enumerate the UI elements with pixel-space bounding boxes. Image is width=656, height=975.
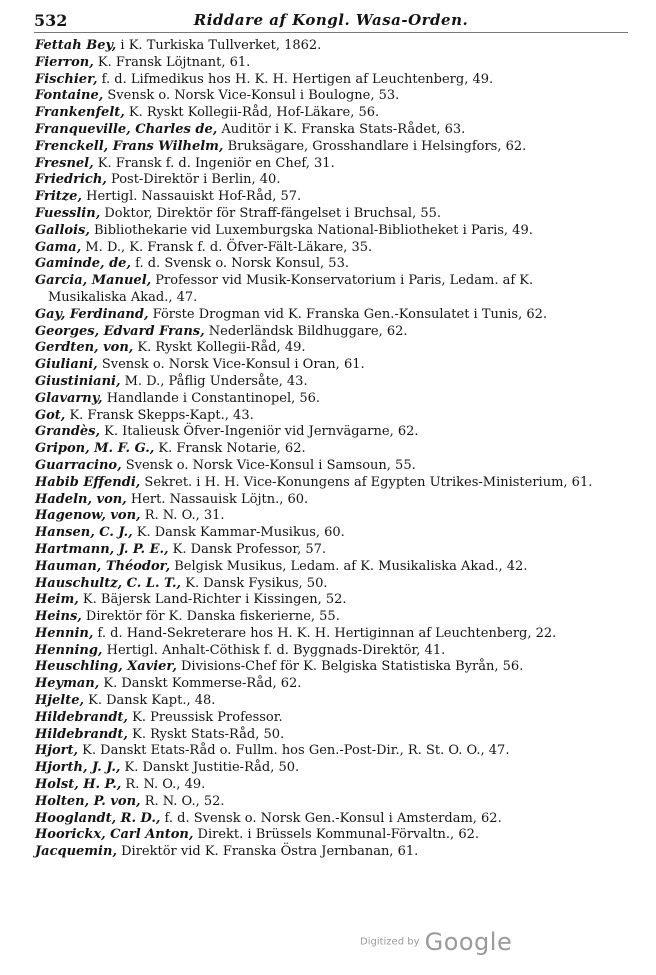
google-logo: Google [424, 928, 513, 956]
entry-description: K. Preussisk Professor. [127, 709, 283, 725]
register-entry [35, 273, 607, 307]
entry-name: Hadeln, von, [35, 491, 127, 507]
entry-description: Svensk o. Norsk Vice-Konsul i Boulogne, 53. [103, 88, 400, 104]
entry-name: Hjelte, [35, 693, 84, 709]
entry-name: Hooglandt, R. D., [35, 810, 161, 826]
register-entry [35, 492, 607, 509]
register-entry [35, 307, 607, 324]
entry-name: Frankenfelt, [35, 105, 125, 121]
entry-description: K. Danskt Kommerse-Råd, 62. [99, 676, 302, 692]
entry-name: Gerdten, von, [35, 340, 134, 356]
entry-description: M. D., K. Fransk f. d. Öfver-Fält-Läkare, 35. [81, 239, 373, 255]
register-entry [35, 609, 607, 626]
entry-description: Hert. Nassauisk Löjtn., 60. [126, 491, 309, 507]
register-entry [35, 72, 607, 89]
register-entry [35, 223, 607, 240]
register-entry [35, 139, 607, 156]
register-entry [35, 55, 607, 72]
register-entry [35, 340, 607, 357]
entry-name: Holst, H. P., [35, 777, 122, 793]
entry-name: Giuliani, [35, 357, 98, 373]
register-entry [35, 408, 607, 425]
entry-name: Gay, Ferdinand, [35, 306, 149, 322]
register-entry [35, 458, 607, 475]
entry-description: f. d. Svensk o. Norsk Konsul, 53. [130, 256, 349, 272]
entry-name: Franqueville, Charles de, [35, 121, 218, 137]
digitized-by-google-watermark [360, 928, 512, 956]
entry-name: Fontaine, [35, 88, 104, 104]
register-entry [35, 256, 607, 273]
entry-description: Svensk o. Norsk Vice-Konsul i Samsoun, 55. [121, 457, 416, 473]
entry-name: Holten, P. von, [35, 793, 141, 809]
register-entry [35, 811, 607, 828]
register-entry [35, 559, 607, 576]
register-entry [35, 38, 607, 55]
entry-name: Fuesslin, [35, 205, 101, 221]
entry-name: Friedrich, [35, 172, 107, 188]
entry-description: K. Danskt Etats-Råd o. Fullm. hos Gen.-Post-Dir., R. St. O. O., 47. [78, 743, 510, 759]
entry-description: Bibliothekarie vid Luxemburgska National-Bibliotheket i Paris, 49. [89, 222, 533, 238]
register-entry [35, 542, 607, 559]
register-entry [35, 576, 607, 593]
entry-name: Hauman, Théodor, [35, 558, 171, 574]
register-entry [35, 424, 607, 441]
entry-name: Habib Effendi, [35, 474, 141, 490]
register-entry [35, 794, 607, 811]
register-entry [35, 508, 607, 525]
entry-description: Direkt. i Brüssels Kommunal-Förvaltn., 62. [193, 827, 479, 843]
page-number: 532 [34, 11, 68, 30]
entry-description: K. Ryskt Kollegii-Råd, Hof-Läkare, 56. [124, 105, 380, 121]
entry-name: Gama, [35, 239, 82, 255]
register-entry [35, 760, 607, 777]
register-entry [35, 693, 607, 710]
entry-description: K. Bäjersk Land-Richter i Kissingen, 52. [78, 592, 347, 608]
entry-description: Post-Direktör i Berlin, 40. [106, 172, 281, 188]
register-entry [35, 122, 607, 139]
entry-name: Heim, [35, 592, 79, 608]
entry-name: Fettah Bey, [35, 38, 117, 53]
entry-name: Heuschling, Xavier, [35, 659, 177, 675]
entry-description: K. Ryskt Stats-Råd, 50. [127, 726, 285, 742]
entry-description: K. Italieusk Öfver-Ingeniör vid Jernvägarne, 62. [100, 424, 419, 440]
entry-description: i K. Turkiska Tullverket, 1862. [116, 38, 322, 53]
entry-name: Frenckell, Frans Wilhelm, [35, 138, 224, 154]
entry-name: Jacquemin, [35, 844, 117, 860]
running-title: Riddare af Kongl. Wasa-Orden. [193, 11, 469, 29]
entry-description: R. N. O., 52. [140, 793, 225, 809]
entry-name: Hjort, [35, 743, 79, 759]
entry-description: f. d. Lifmedikus hos H. K. H. Hertigen af Leuchtenberg, 49. [97, 71, 494, 87]
entry-description: Divisions-Chef för K. Belgiska Statistiska Byrån, 56. [176, 659, 524, 675]
entry-description: Professor vid Musik-Konservatorium i Paris, Ledam. af K. Musikaliska Akad., 47. [48, 273, 534, 305]
entry-name: Fierron, [35, 54, 94, 70]
entry-name: Hartmann, J. P. E., [35, 541, 169, 557]
register-entry [35, 240, 607, 257]
entry-description: K. Dansk Fysikus, 50. [181, 575, 328, 591]
entry-description: K. Fransk Löjtnant, 61. [93, 54, 251, 70]
entry-description: K. Dansk Professor, 57. [168, 541, 327, 557]
entry-name: Heins, [35, 609, 82, 625]
register-entry [35, 659, 607, 676]
register-entry [35, 156, 607, 173]
entry-name: Garcia, Manuel, [35, 273, 152, 289]
entry-description: Belgisk Musikus, Ledam. af K. Musikaliska Akad., 42. [170, 558, 528, 574]
entry-name: Fischier, [35, 71, 98, 87]
entry-description: Hertigl. Nassauiskt Hof-Råd, 57. [81, 189, 302, 205]
entry-description: R. N. O., 49. [121, 777, 206, 793]
register-entry [35, 189, 607, 206]
register-entry [35, 777, 607, 794]
entry-name: Got, [35, 407, 66, 423]
entry-name: Guarracino, [35, 457, 122, 473]
entry-name: Hagenow, von, [35, 508, 141, 524]
entry-name: Hildebrandt, [35, 709, 128, 725]
entry-description: K. Fransk Notarie, 62. [154, 441, 306, 457]
entry-description: K. Danskt Justitie-Råd, 50. [120, 760, 300, 776]
register-entry [35, 844, 607, 861]
entry-description: K. Ryskt Kollegii-Råd, 49. [133, 340, 306, 356]
entry-name: Gripon, M. F. G., [35, 441, 155, 457]
entry-description: K. Dansk Kapt., 48. [84, 693, 216, 709]
entry-description: Bruksägare, Grosshandlare i Helsingfors, 62. [223, 138, 527, 154]
entry-description: M. D., Påflig Undersåte, 43. [120, 373, 308, 389]
register-entry [35, 357, 607, 374]
entry-description: f. d. Svensk o. Norsk Gen.-Konsul i Amsterdam, 62. [160, 810, 502, 826]
entry-name: Grandès, [35, 424, 101, 440]
entry-name: Hildebrandt, [35, 726, 128, 742]
register-entry [35, 743, 607, 760]
entry-description: Direktör vid K. Franska Östra Jernbanan, 61. [116, 844, 419, 860]
register-entry [35, 676, 607, 693]
entry-description: Handlande i Constantinopel, 56. [102, 390, 321, 406]
register-entry [35, 374, 607, 391]
entry-name: Gaminde, de, [35, 256, 131, 272]
entry-name: Glavarny, [35, 390, 103, 406]
register-entry [35, 475, 607, 492]
entry-description: Direktör för K. Danska fiskerierne, 55. [81, 609, 340, 625]
entry-description: Doktor, Direktör för Straff-fängelset i Bruchsal, 55. [100, 205, 442, 221]
entry-description: K. Fransk Skepps-Kapt., 43. [65, 407, 254, 423]
entry-name: Heyman, [35, 676, 100, 692]
entry-name: Hoorickx, Carl Anton, [35, 827, 194, 843]
entry-name: Fresnel, [35, 155, 94, 171]
page-header [34, 10, 628, 33]
entry-description: Nederländsk Bildhuggare, 62. [204, 323, 408, 339]
entry-description: R. N. O., 31. [140, 508, 225, 524]
entry-name: Henning, [35, 642, 103, 658]
entry-name: Hennin, [35, 625, 94, 641]
entry-list [35, 38, 607, 861]
entry-description: Auditör i K. Franska Stats-Rådet, 63. [217, 121, 466, 137]
entry-name: Hjorth, J. J., [35, 760, 121, 776]
entry-description: Svensk o. Norsk Vice-Konsul i Oran, 61. [97, 357, 365, 373]
entry-description: Sekret. i H. H. Vice-Konungens af Egypten Utrikes-Ministerium, 61. [140, 474, 593, 490]
entry-name: Hauschultz, C. L. T., [35, 575, 182, 591]
register-entry [35, 727, 607, 744]
register-entry [35, 206, 607, 223]
entry-name: Georges, Edvard Frans, [35, 323, 205, 339]
register-entry [35, 626, 607, 643]
entry-name: Hansen, C. J., [35, 525, 133, 541]
entry-description: Förste Drogman vid K. Franska Gen.-Konsulatet i Tunis, 62. [148, 306, 548, 322]
register-entry [35, 525, 607, 542]
register-entry [35, 88, 607, 105]
register-entry [35, 105, 607, 122]
entry-description: Hertigl. Anhalt-Cöthisk f. d. Byggnads-Direktör, 41. [102, 642, 446, 658]
register-entry [35, 592, 607, 609]
entry-description: f. d. Hand-Sekreterare hos H. K. H. Hertiginnan af Leuchtenberg, 22. [93, 625, 557, 641]
register-entry [35, 441, 607, 458]
register-entry [35, 324, 607, 341]
entry-description: K. Dansk Kammar-Musikus, 60. [132, 525, 345, 541]
entry-name: Giustiniani, [35, 373, 121, 389]
register-entry [35, 710, 607, 727]
register-entry [35, 643, 607, 660]
entry-name: Gallois, [35, 222, 90, 238]
register-entry [35, 827, 607, 844]
digitized-label: Digitized by [360, 936, 420, 948]
entry-name: Fritze, [35, 189, 82, 205]
entry-description: K. Fransk f. d. Ingeniör en Chef, 31. [93, 155, 335, 171]
register-entry [35, 391, 607, 408]
register-entry [35, 172, 607, 189]
